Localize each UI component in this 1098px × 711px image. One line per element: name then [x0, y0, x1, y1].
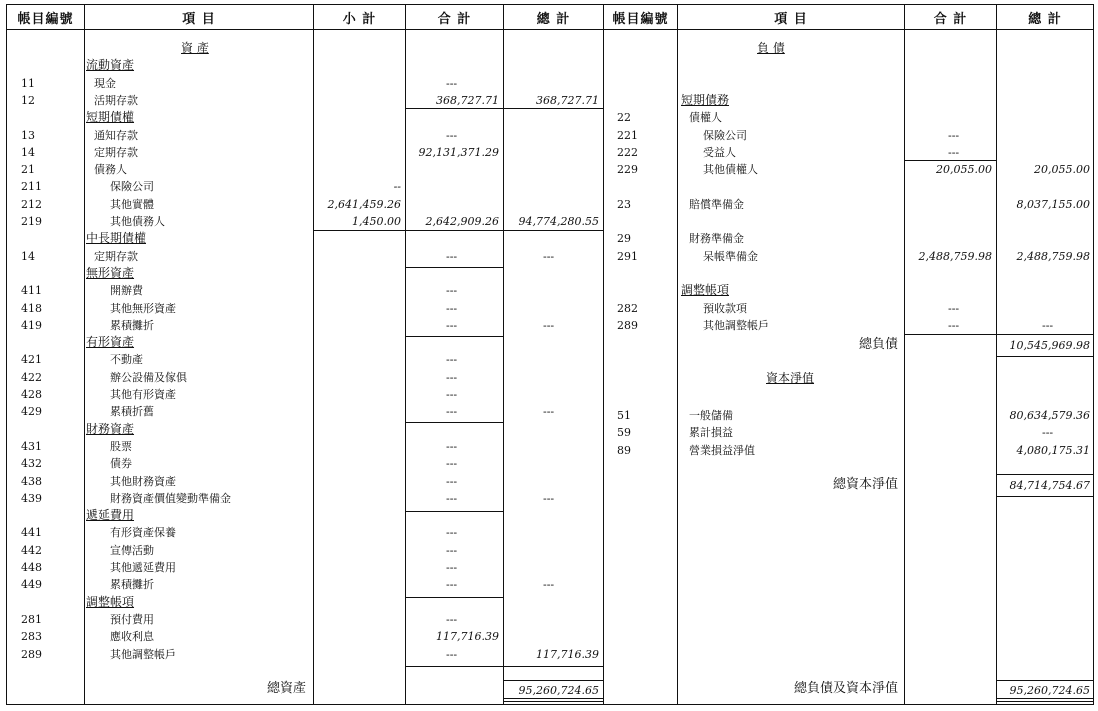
total-value: 2,488,759.98 [918, 250, 992, 263]
total-value: --- [948, 302, 960, 315]
account-code: 14 [21, 250, 35, 263]
item-label: 營業損益淨值 [689, 444, 755, 457]
header-total [405, 4, 503, 30]
sum-rule [904, 334, 996, 335]
column-rule [603, 30, 604, 704]
account-code: 11 [21, 77, 35, 90]
total-value: --- [446, 578, 458, 591]
item-label: 宣傳活動 [110, 544, 154, 557]
total-value: --- [446, 302, 458, 315]
column-rule [503, 30, 504, 704]
item-label: 預付費用 [110, 613, 154, 626]
sum-rule [405, 108, 503, 109]
sum-rule [313, 230, 405, 231]
header-label: 帳目編號 [612, 11, 669, 27]
grand-total-value: --- [543, 578, 555, 591]
total-value: --- [446, 388, 458, 401]
grand-total-value: 20,055.00 [1034, 163, 1090, 176]
account-code: 429 [21, 405, 42, 418]
item-label: 保險公司 [110, 180, 154, 193]
account-code: 229 [617, 163, 638, 176]
header-account-code-right [603, 4, 677, 30]
item-label: 債券 [110, 457, 132, 470]
account-code: 419 [21, 319, 42, 332]
grand-total-value: --- [543, 319, 555, 332]
header-grand-total [503, 4, 603, 30]
total-value: --- [446, 284, 458, 297]
column-rule [677, 30, 678, 704]
sum-rule [996, 680, 1094, 681]
account-code: 421 [21, 353, 42, 366]
item-label: 累計損益 [689, 426, 733, 439]
account-code: 283 [21, 630, 42, 643]
grand-total-value: 80,634,579.36 [1009, 409, 1090, 422]
grand-total-value: --- [1042, 426, 1054, 439]
item-label: 定期存款 [94, 250, 138, 263]
grand-total-value: --- [543, 250, 555, 263]
item-label: 應收利息 [110, 630, 154, 643]
item-label: 其他債權人 [703, 163, 758, 176]
item-label: 債務人 [94, 163, 127, 176]
total-value: --- [446, 405, 458, 418]
sum-rule [996, 356, 1094, 357]
item-label: 其他無形資產 [110, 302, 176, 315]
grand-total-value: 8,037,155.00 [1016, 198, 1090, 211]
total-value: --- [948, 146, 960, 159]
grand-total-value: 95,260,724.65 [1009, 684, 1090, 697]
item-label: 短期債權 [86, 110, 135, 124]
column-rule [996, 30, 997, 704]
grand-total-value: 4,080,175.31 [1016, 444, 1090, 457]
account-code: 89 [617, 444, 631, 457]
total-value: --- [446, 544, 458, 557]
item-label: 調整帳項 [86, 595, 135, 609]
sum-rule [405, 422, 503, 423]
item-label: 流動資產 [86, 58, 135, 72]
header-label: 合 計 [437, 11, 472, 27]
item-label: 負 債 [757, 41, 785, 55]
item-label: 無形資產 [86, 266, 135, 280]
account-code: 29 [617, 232, 631, 245]
item-label: 通知存款 [94, 129, 138, 142]
total-equity-value: 84,714,754.67 [1009, 479, 1090, 492]
item-label: 有形資產 [86, 335, 135, 349]
total-liabilities-label: 總負債 [858, 337, 898, 352]
account-code: 422 [21, 371, 42, 384]
total-value: --- [446, 319, 458, 332]
item-label: 預收款項 [703, 302, 747, 315]
total-assets-label: 總資產 [266, 681, 306, 696]
account-code: 222 [617, 146, 638, 159]
sum-rule [996, 334, 1094, 335]
item-label: 股票 [110, 440, 132, 453]
account-code: 13 [21, 129, 35, 142]
account-code: 441 [21, 526, 42, 539]
total-value: --- [446, 526, 458, 539]
subtotal-value: 1,450.00 [352, 215, 401, 228]
item-label: 現金 [94, 77, 116, 90]
header-label: 帳目編號 [17, 11, 74, 27]
item-label: 財務資產價值變動準備金 [110, 492, 231, 505]
sum-rule [503, 666, 603, 667]
total-value: --- [446, 440, 458, 453]
account-code: 282 [617, 302, 638, 315]
item-label: 定期存款 [94, 146, 138, 159]
account-code: 12 [21, 94, 35, 107]
account-code: 449 [21, 578, 42, 591]
total-value: --- [446, 613, 458, 626]
item-label: 其他財務資產 [110, 475, 176, 488]
item-label: 保險公司 [703, 129, 747, 142]
item-label: 資 產 [181, 41, 209, 55]
item-label: 有形資產保養 [110, 526, 176, 539]
total-assets-value: 95,260,724.65 [518, 684, 599, 697]
item-label: 其他有形資產 [110, 388, 176, 401]
item-label: 其他調整帳戶 [703, 319, 769, 332]
total-value: --- [446, 457, 458, 470]
item-label: 其他遞延費用 [110, 561, 176, 574]
account-code: 448 [21, 561, 42, 574]
account-code: 428 [21, 388, 42, 401]
account-code: 219 [21, 215, 42, 228]
column-rule [904, 30, 905, 704]
column-rule [313, 30, 314, 704]
account-code: 431 [21, 440, 42, 453]
total-value: --- [446, 561, 458, 574]
sum-rule [503, 230, 603, 231]
header-label: 總 計 [1028, 11, 1062, 27]
sum-rule [405, 336, 503, 337]
item-label: 累積攤折 [110, 578, 154, 591]
total-value: 20,055.00 [936, 163, 992, 176]
column-rule [405, 30, 406, 704]
header-total-right [904, 4, 996, 30]
table-bottom-rule [6, 704, 1094, 705]
account-code: 291 [617, 250, 638, 263]
item-label: 活期存款 [94, 94, 138, 107]
total-value: --- [446, 492, 458, 505]
item-label: 呆帳準備金 [703, 250, 758, 263]
column-rule [1093, 30, 1094, 704]
header-label: 總 計 [536, 11, 571, 27]
account-code: 23 [617, 198, 631, 211]
item-label: 中長期債權 [86, 231, 147, 245]
item-label: 債權人 [689, 111, 722, 124]
account-code: 212 [21, 198, 42, 211]
account-code: 439 [21, 492, 42, 505]
header-item [84, 4, 313, 30]
total-value: --- [446, 648, 458, 661]
subtotal-value: -- [393, 180, 401, 193]
account-code: 211 [21, 180, 42, 193]
item-label: 開辦費 [110, 284, 143, 297]
account-code: 281 [21, 613, 42, 626]
total-value: --- [446, 371, 458, 384]
item-label: 其他調整帳戶 [110, 648, 176, 661]
total-value: --- [446, 475, 458, 488]
grand-total-label: 總負債及資本淨值 [793, 681, 898, 696]
account-code: 438 [21, 475, 42, 488]
item-label: 不動產 [110, 353, 143, 366]
sum-rule [405, 666, 503, 667]
item-label: 其他債務人 [110, 215, 165, 228]
total-value: --- [446, 129, 458, 142]
balance-sheet [6, 4, 1094, 706]
item-label: 累積攤折 [110, 319, 154, 332]
total-value: --- [446, 77, 458, 90]
total-value: --- [446, 353, 458, 366]
total-value: --- [446, 250, 458, 263]
grand-total-value: 94,774,280.55 [518, 215, 599, 228]
header-grand-total-right [996, 4, 1094, 30]
equity-title: 資本淨值 [766, 371, 815, 385]
account-code: 51 [617, 409, 631, 422]
header-label: 小 計 [342, 11, 377, 27]
account-code: 59 [617, 426, 631, 439]
item-label: 調整帳項 [681, 283, 730, 297]
grand-total-value: --- [543, 405, 555, 418]
header-subtotal [313, 4, 405, 30]
total-value: 117,716.39 [436, 630, 499, 643]
column-rule [84, 30, 85, 704]
header-account-code [6, 4, 84, 30]
item-label: 短期債務 [681, 93, 730, 107]
sum-rule [405, 230, 503, 231]
item-label: 辦公設備及傢俱 [110, 371, 187, 384]
item-label: 其他實體 [110, 198, 154, 211]
item-label: 遞延費用 [86, 508, 135, 522]
sum-rule [503, 108, 603, 109]
total-value: 92,131,371.29 [418, 146, 499, 159]
header-label: 項 目 [774, 11, 808, 27]
account-code: 411 [21, 284, 42, 297]
total-value: 368,727.71 [436, 94, 499, 107]
item-label: 受益人 [703, 146, 736, 159]
sum-rule [904, 160, 996, 161]
sum-rule [405, 597, 503, 598]
item-label: 一般儲備 [689, 409, 733, 422]
column-rule [6, 30, 7, 704]
account-code: 432 [21, 457, 42, 470]
grand-total-value: 368,727.71 [536, 94, 599, 107]
account-code: 418 [21, 302, 42, 315]
total-value: --- [948, 129, 960, 142]
header-item-right [677, 4, 904, 30]
account-code: 221 [617, 129, 638, 142]
total-value: 2,642,909.26 [425, 215, 499, 228]
grand-total-value: 2,488,759.98 [1016, 250, 1090, 263]
account-code: 14 [21, 146, 35, 159]
item-label: 財務準備金 [689, 232, 744, 245]
total-equity-label: 總資本淨值 [832, 477, 898, 492]
total-liabilities-value: 10,545,969.98 [1009, 339, 1090, 352]
account-code: 22 [617, 111, 631, 124]
grand-total-value: --- [1042, 319, 1054, 332]
header-label: 合 計 [933, 11, 968, 27]
sum-rule [405, 511, 503, 512]
header-label: 項 目 [182, 11, 216, 27]
double-rule [996, 698, 1094, 702]
total-value: --- [948, 319, 960, 332]
sum-rule [996, 496, 1094, 497]
account-code: 21 [21, 163, 35, 176]
sum-rule [503, 680, 603, 681]
account-code: 289 [21, 648, 42, 661]
item-label: 累積折舊 [110, 405, 154, 418]
account-code: 442 [21, 544, 42, 557]
double-rule [503, 698, 603, 702]
sum-rule [996, 474, 1094, 475]
grand-total-value: --- [543, 492, 555, 505]
sum-rule [405, 267, 503, 268]
item-label: 賠償準備金 [689, 198, 744, 211]
account-code: 289 [617, 319, 638, 332]
grand-total-value: 117,716.39 [536, 648, 599, 661]
subtotal-value: 2,641,459.26 [327, 198, 401, 211]
item-label: 財務資產 [86, 422, 135, 436]
